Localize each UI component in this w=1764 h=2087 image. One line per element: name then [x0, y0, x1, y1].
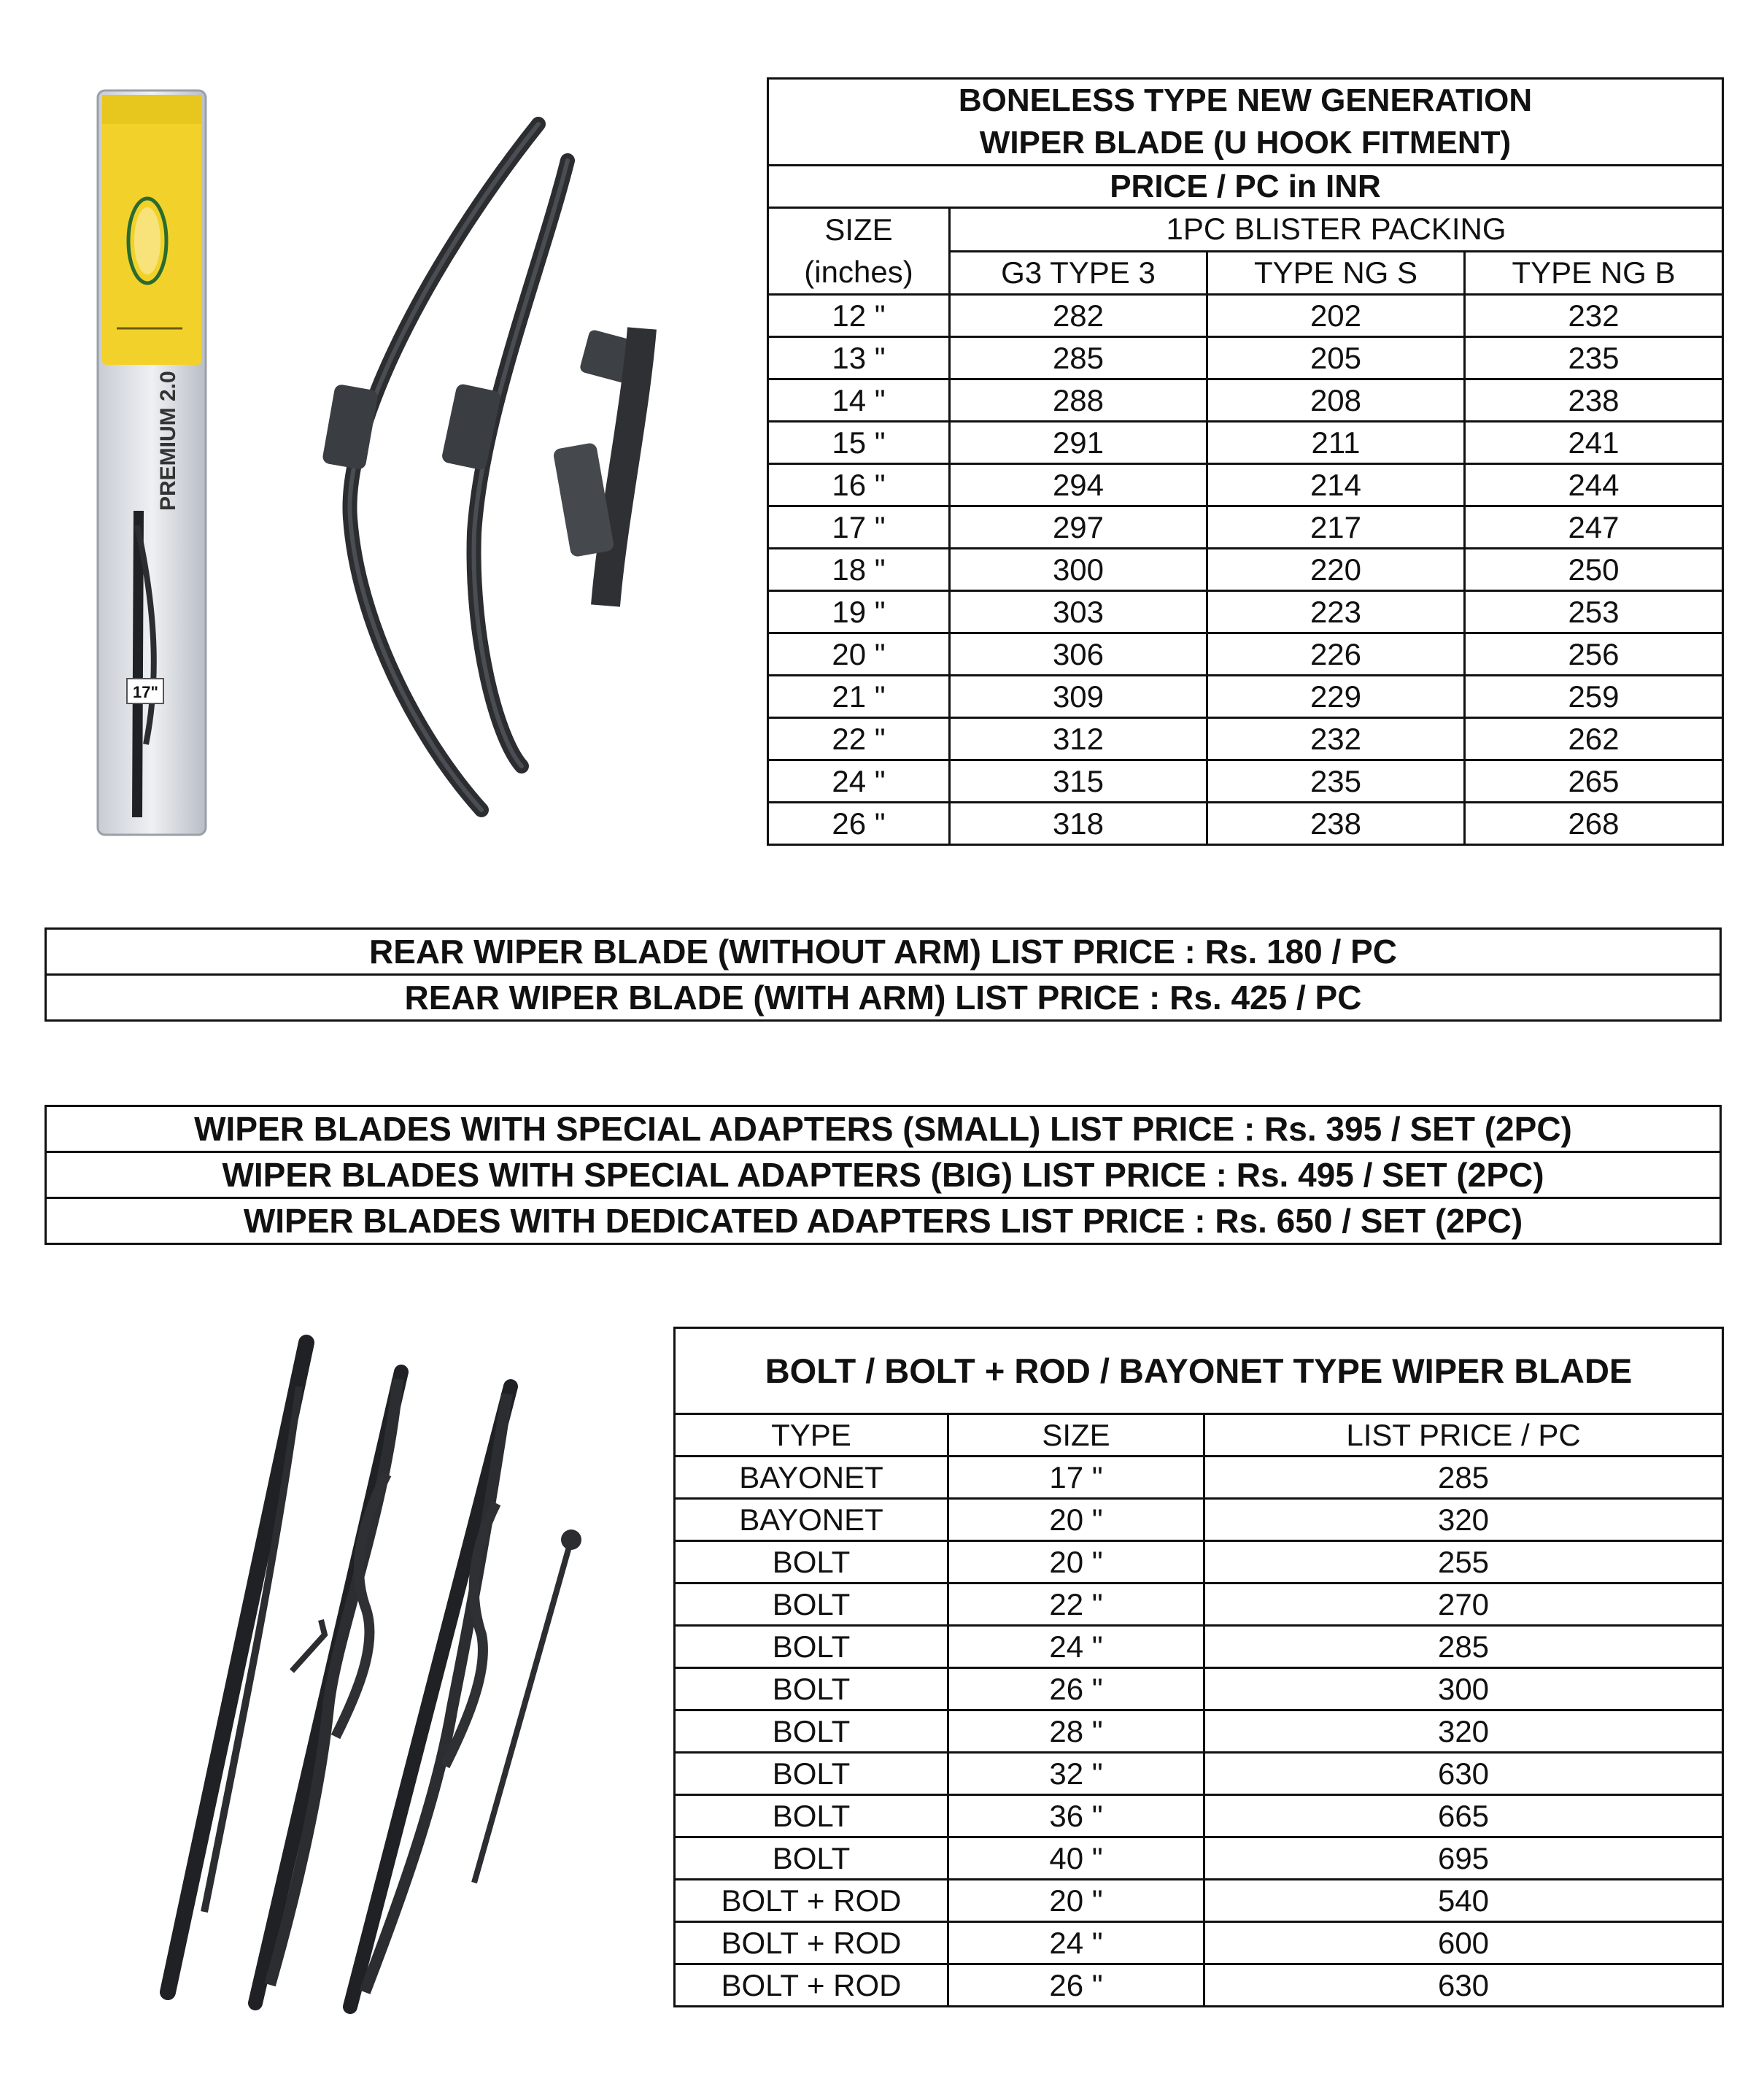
- table-cell: 270: [1204, 1583, 1723, 1626]
- boneless-table-title: [768, 79, 1723, 166]
- table-cell: 232: [1207, 718, 1465, 760]
- table-row: [675, 1499, 1723, 1541]
- table-row: [675, 1880, 1723, 1922]
- table-row: [768, 506, 1723, 549]
- table-row: [675, 1964, 1723, 2007]
- column-header: TYPE NG S: [1207, 251, 1465, 295]
- adapter-big-price: WIPER BLADES WITH SPECIAL ADAPTERS (BIG) LIST PRICE : Rs. 495 / SET (2PC): [46, 1152, 1721, 1198]
- table-cell: 540: [1204, 1880, 1723, 1922]
- table-cell: 32 ": [948, 1753, 1204, 1795]
- svg-text:17": 17": [133, 683, 158, 701]
- packing-header: 1PC BLISTER PACKING: [950, 208, 1723, 252]
- table-cell: 15 ": [768, 422, 950, 464]
- table-cell: 232: [1465, 295, 1723, 337]
- column-header: TYPE NG B: [1465, 251, 1723, 295]
- boneless-title-line1: BONELESS TYPE NEW GENERATION: [958, 82, 1533, 118]
- table-cell: 238: [1465, 379, 1723, 422]
- table-cell: 205: [1207, 337, 1465, 379]
- table-cell: BOLT: [675, 1541, 948, 1583]
- boneless-price-table: [767, 77, 1724, 846]
- rear-wiper-without-arm: REAR WIPER BLADE (WITHOUT ARM) LIST PRICE : Rs. 180 / PC: [46, 929, 1721, 975]
- table-cell: 294: [950, 464, 1207, 506]
- table-cell: 262: [1465, 718, 1723, 760]
- table-cell: BOLT: [675, 1626, 948, 1668]
- table-cell: BAYONET: [675, 1499, 948, 1541]
- table-cell: 255: [1204, 1541, 1723, 1583]
- table-row: [675, 1795, 1723, 1837]
- table-row: [675, 1837, 1723, 1880]
- table-cell: 300: [950, 549, 1207, 591]
- table-cell: 288: [950, 379, 1207, 422]
- table-cell: 26 ": [948, 1668, 1204, 1710]
- table-cell: 217: [1207, 506, 1465, 549]
- table-cell: 24 ": [948, 1626, 1204, 1668]
- table-row: [768, 379, 1723, 422]
- table-cell: 241: [1465, 422, 1723, 464]
- table-cell: 291: [950, 422, 1207, 464]
- size-header-line1: SIZE: [824, 212, 893, 247]
- table-cell: 306: [950, 633, 1207, 676]
- table-row: [675, 1541, 1723, 1583]
- table-cell: 211: [1207, 422, 1465, 464]
- table-row: [768, 295, 1723, 337]
- table-cell: 20 ": [948, 1541, 1204, 1583]
- table-cell: 20 ": [768, 633, 950, 676]
- adapter-price-box: [45, 1105, 1722, 1245]
- table-cell: 318: [950, 803, 1207, 845]
- table-cell: 208: [1207, 379, 1465, 422]
- table-cell: 17 ": [768, 506, 950, 549]
- bolt-table-title: BOLT / BOLT + ROD / BAYONET TYPE WIPER BLADE: [675, 1328, 1723, 1414]
- table-cell: 630: [1204, 1964, 1723, 2007]
- table-row: [675, 1753, 1723, 1795]
- table-cell: 285: [950, 337, 1207, 379]
- boneless-title-line2: WIPER BLADE (U HOOK FITMENT): [979, 125, 1512, 161]
- table-row: [768, 760, 1723, 803]
- table-cell: 253: [1465, 591, 1723, 633]
- table-cell: 223: [1207, 591, 1465, 633]
- table-cell: 265: [1465, 760, 1723, 803]
- table-cell: 26 ": [768, 803, 950, 845]
- table-cell: 320: [1204, 1499, 1723, 1541]
- table-cell: 244: [1465, 464, 1723, 506]
- table-row: [768, 803, 1723, 845]
- table-cell: 235: [1465, 337, 1723, 379]
- bolt-blades-image: [146, 1328, 598, 2014]
- table-cell: 36 ": [948, 1795, 1204, 1837]
- table-cell: 297: [950, 506, 1207, 549]
- rear-wiper-price-box: [45, 927, 1722, 1022]
- table-row: [675, 1668, 1723, 1710]
- table-row: [675, 1583, 1723, 1626]
- column-header: SIZE: [948, 1414, 1204, 1457]
- rear-wiper-with-arm: REAR WIPER BLADE (WITH ARM) LIST PRICE : Rs. 425 / PC: [46, 975, 1721, 1021]
- table-cell: 285: [1204, 1626, 1723, 1668]
- table-cell: 24 ": [768, 760, 950, 803]
- table-cell: BAYONET: [675, 1457, 948, 1499]
- table-cell: 315: [950, 760, 1207, 803]
- table-row: [768, 549, 1723, 591]
- table-cell: BOLT + ROD: [675, 1922, 948, 1964]
- table-cell: 268: [1465, 803, 1723, 845]
- table-cell: BOLT: [675, 1668, 948, 1710]
- wiper-package-image: [95, 88, 212, 843]
- table-cell: 18 ": [768, 549, 950, 591]
- table-cell: 20 ": [948, 1880, 1204, 1922]
- table-cell: BOLT: [675, 1837, 948, 1880]
- table-cell: 13 ": [768, 337, 950, 379]
- table-cell: 214: [1207, 464, 1465, 506]
- table-cell: BOLT: [675, 1583, 948, 1626]
- size-header-line2: (inches): [804, 255, 913, 289]
- table-cell: 226: [1207, 633, 1465, 676]
- table-cell: 202: [1207, 295, 1465, 337]
- column-header: G3 TYPE 3: [950, 251, 1207, 295]
- table-cell: 303: [950, 591, 1207, 633]
- table-cell: 220: [1207, 549, 1465, 591]
- table-cell: 17 ": [948, 1457, 1204, 1499]
- table-cell: 40 ": [948, 1837, 1204, 1880]
- column-header: TYPE: [675, 1414, 948, 1457]
- boneless-blades-image: [306, 109, 657, 825]
- table-row: [768, 591, 1723, 633]
- table-cell: 19 ": [768, 591, 950, 633]
- table-cell: BOLT: [675, 1753, 948, 1795]
- table-cell: 238: [1207, 803, 1465, 845]
- size-column-header: [768, 208, 950, 295]
- table-cell: 24 ": [948, 1922, 1204, 1964]
- table-cell: 28 ": [948, 1710, 1204, 1753]
- adapter-dedicated-price: WIPER BLADES WITH DEDICATED ADAPTERS LIST PRICE : Rs. 650 / SET (2PC): [46, 1198, 1721, 1244]
- table-cell: 21 ": [768, 676, 950, 718]
- table-cell: 22 ": [948, 1583, 1204, 1626]
- table-cell: 14 ": [768, 379, 950, 422]
- table-cell: 250: [1465, 549, 1723, 591]
- table-row: [675, 1457, 1723, 1499]
- table-row: [675, 1626, 1723, 1668]
- table-cell: BOLT + ROD: [675, 1880, 948, 1922]
- table-row: [768, 464, 1723, 506]
- table-cell: 695: [1204, 1837, 1723, 1880]
- table-cell: 247: [1465, 506, 1723, 549]
- table-cell: 26 ": [948, 1964, 1204, 2007]
- table-cell: 665: [1204, 1795, 1723, 1837]
- table-cell: BOLT + ROD: [675, 1964, 948, 2007]
- table-cell: 282: [950, 295, 1207, 337]
- table-cell: 285: [1204, 1457, 1723, 1499]
- table-cell: 12 ": [768, 295, 950, 337]
- table-row: [768, 676, 1723, 718]
- table-cell: 229: [1207, 676, 1465, 718]
- table-row: [675, 1922, 1723, 1964]
- table-cell: 16 ": [768, 464, 950, 506]
- table-cell: 320: [1204, 1710, 1723, 1753]
- table-cell: 235: [1207, 760, 1465, 803]
- table-cell: 300: [1204, 1668, 1723, 1710]
- bolt-price-table: [673, 1327, 1724, 2007]
- table-cell: 600: [1204, 1922, 1723, 1964]
- table-cell: 309: [950, 676, 1207, 718]
- table-row: [675, 1710, 1723, 1753]
- table-cell: 312: [950, 718, 1207, 760]
- table-row: [768, 718, 1723, 760]
- table-row: [768, 337, 1723, 379]
- table-cell: 259: [1465, 676, 1723, 718]
- table-row: [768, 633, 1723, 676]
- boneless-table-subtitle: PRICE / PC in INR: [768, 166, 1723, 208]
- table-cell: 630: [1204, 1753, 1723, 1795]
- table-cell: 20 ": [948, 1499, 1204, 1541]
- table-cell: 256: [1465, 633, 1723, 676]
- column-header: LIST PRICE / PC: [1204, 1414, 1723, 1457]
- adapter-small-price: WIPER BLADES WITH SPECIAL ADAPTERS (SMALL) LIST PRICE : Rs. 395 / SET (2PC): [46, 1106, 1721, 1152]
- table-cell: BOLT: [675, 1795, 948, 1837]
- table-cell: BOLT: [675, 1710, 948, 1753]
- package-product-label: PREMIUM 2.0: [156, 371, 180, 511]
- table-cell: 22 ": [768, 718, 950, 760]
- table-row: [768, 422, 1723, 464]
